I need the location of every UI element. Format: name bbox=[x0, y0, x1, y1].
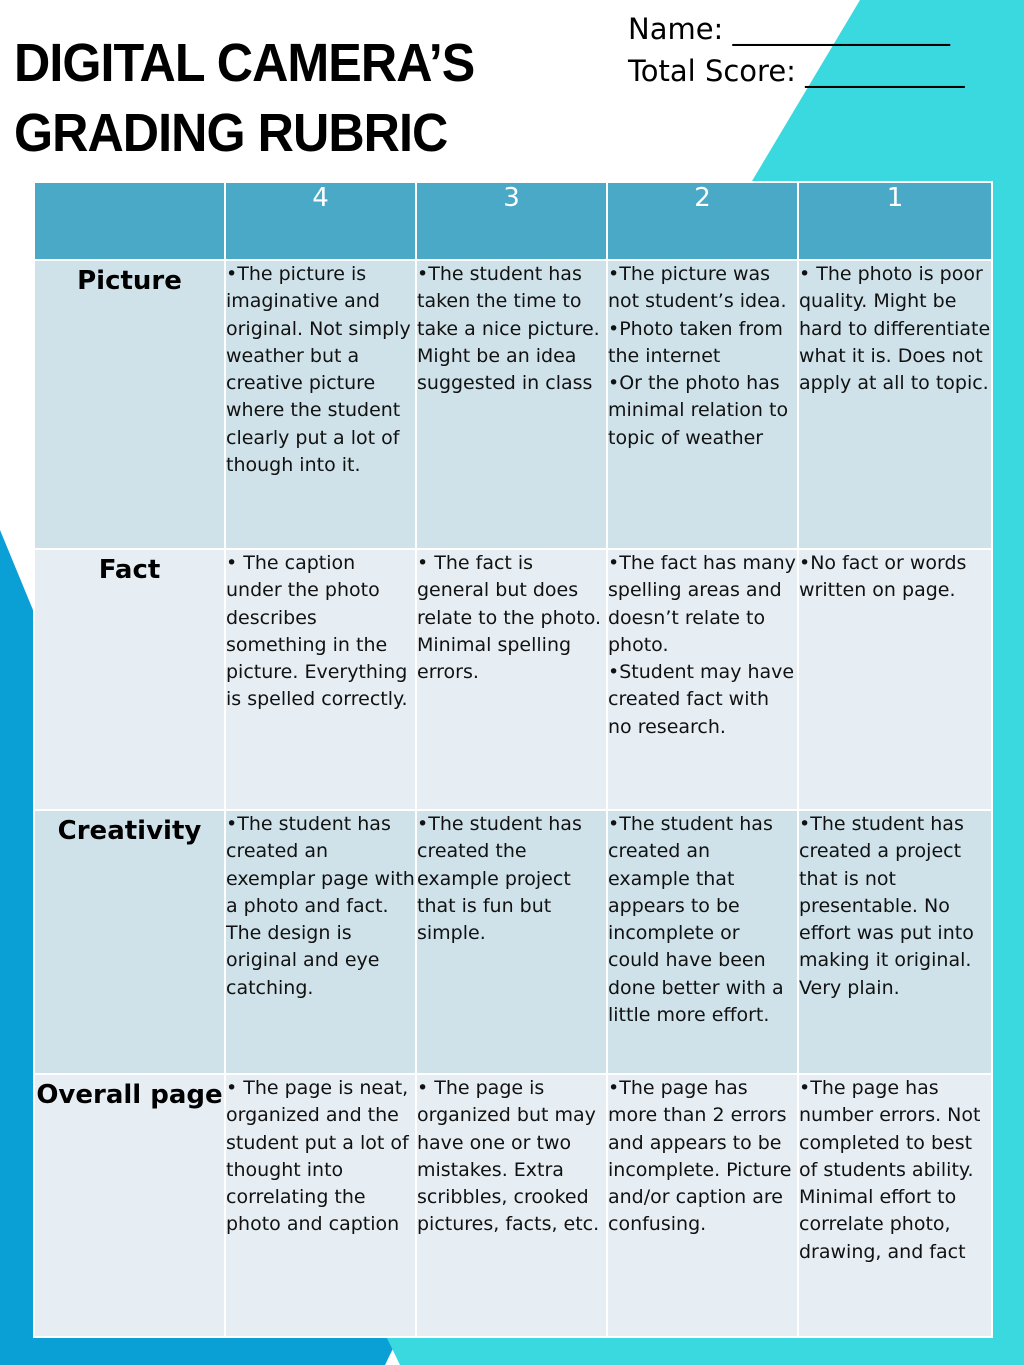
row-label: Overall page bbox=[34, 1074, 225, 1337]
criterion-text: •The picture is imaginative and original. Not simply weather but a creative picture where the student clearly put a lot of though into it. bbox=[226, 263, 411, 477]
rubric-table bbox=[33, 181, 993, 1338]
header-score-3: 3 bbox=[416, 182, 607, 260]
criterion-text: •The fact has many spelling areas and doesn’t relate to photo. bbox=[608, 552, 796, 656]
criterion-text: • The caption under the photo describes something in the picture. Everything is spelled correctly. bbox=[226, 552, 408, 711]
cell-creativity-1 bbox=[798, 810, 992, 1074]
criterion-text: • The page is organized but may have one or two mistakes. Extra scribbles, crooked pictures, facts, etc. bbox=[417, 1077, 600, 1236]
cell-overall-3 bbox=[416, 1074, 607, 1337]
criterion-text: •The student has created a project that is not presentable. No effort was put into making it original. Very plain. bbox=[799, 813, 974, 999]
criterion-text: • The page is neat, organized and the student put a lot of thought into correlating the photo and caption bbox=[226, 1077, 409, 1236]
row-label: Picture bbox=[34, 260, 225, 549]
total-score-field[interactable]: Total Score: ___________ bbox=[628, 54, 965, 88]
cell-picture-2 bbox=[607, 260, 798, 549]
criterion-text: •The student has created an example that appears to be incomplete or could have been done better with a little more effort. bbox=[608, 813, 784, 1027]
criterion-text: •Or the photo has minimal relation to topic of weather bbox=[608, 372, 789, 449]
row-label: Creativity bbox=[34, 810, 225, 1074]
cell-picture-4 bbox=[225, 260, 416, 549]
header-score-2: 2 bbox=[607, 182, 798, 260]
rubric-row-picture bbox=[34, 260, 992, 549]
criterion-text: • The photo is poor quality. Might be hard to differentiate what it is. Does not apply at all to topic. bbox=[799, 263, 991, 395]
rubric-row-fact bbox=[34, 549, 992, 810]
criterion-text: •Photo taken from the internet bbox=[608, 317, 783, 367]
row-label: Fact bbox=[34, 549, 225, 810]
cell-creativity-3 bbox=[416, 810, 607, 1074]
header-score-4: 4 bbox=[225, 182, 416, 260]
cyan-band-bottom bbox=[385, 1334, 1024, 1365]
title-line-1: DIGITAL CAMERA’S bbox=[14, 33, 475, 93]
name-field[interactable]: Name: _______________ bbox=[628, 12, 951, 46]
criterion-text: •The student has created an exemplar page with a photo and fact. The design is original and eye catching. bbox=[226, 813, 415, 999]
cell-creativity-4 bbox=[225, 810, 416, 1074]
criterion-text: •Student may have created fact with no research. bbox=[608, 661, 795, 738]
cell-creativity-2 bbox=[607, 810, 798, 1074]
criterion-text: •The page has more than 2 errors and appears to be incomplete. Picture and/or caption are confusing. bbox=[608, 1077, 792, 1236]
header-corner-cell bbox=[34, 182, 225, 260]
cell-fact-4 bbox=[225, 549, 416, 810]
page-title bbox=[14, 28, 474, 168]
criterion-text: •The page has number errors. Not completed to best of students ability. Minimal effort to correlate photo, drawing, and fact bbox=[799, 1077, 981, 1263]
cell-overall-1 bbox=[798, 1074, 992, 1337]
cell-overall-4 bbox=[225, 1074, 416, 1337]
blue-band-left bbox=[0, 530, 33, 1365]
cell-picture-3 bbox=[416, 260, 607, 549]
header-score-1: 1 bbox=[798, 182, 992, 260]
rubric-row-creativity bbox=[34, 810, 992, 1074]
cell-fact-1 bbox=[798, 549, 992, 810]
criterion-text: •The student has created the example project that is fun but simple. bbox=[417, 813, 582, 945]
cell-picture-1 bbox=[798, 260, 992, 549]
student-info-fields bbox=[628, 8, 965, 92]
title-line-2: GRADING RUBRIC bbox=[14, 103, 448, 163]
cell-overall-2 bbox=[607, 1074, 798, 1337]
cyan-band-right bbox=[990, 181, 1024, 1365]
criterion-text: •The picture was not student’s idea. bbox=[608, 263, 787, 313]
rubric-row-overall-page bbox=[34, 1074, 992, 1337]
rubric-header-row bbox=[34, 182, 992, 260]
criterion-text: • The fact is general but does relate to the photo. Minimal spelling errors. bbox=[417, 552, 602, 684]
cell-fact-2 bbox=[607, 549, 798, 810]
criterion-text: •The student has taken the time to take a nice picture. Might be an idea suggested in class bbox=[417, 263, 600, 395]
cell-fact-3 bbox=[416, 549, 607, 810]
criterion-text: •No fact or words written on page. bbox=[799, 552, 967, 602]
blue-band-bottom bbox=[0, 1334, 400, 1365]
